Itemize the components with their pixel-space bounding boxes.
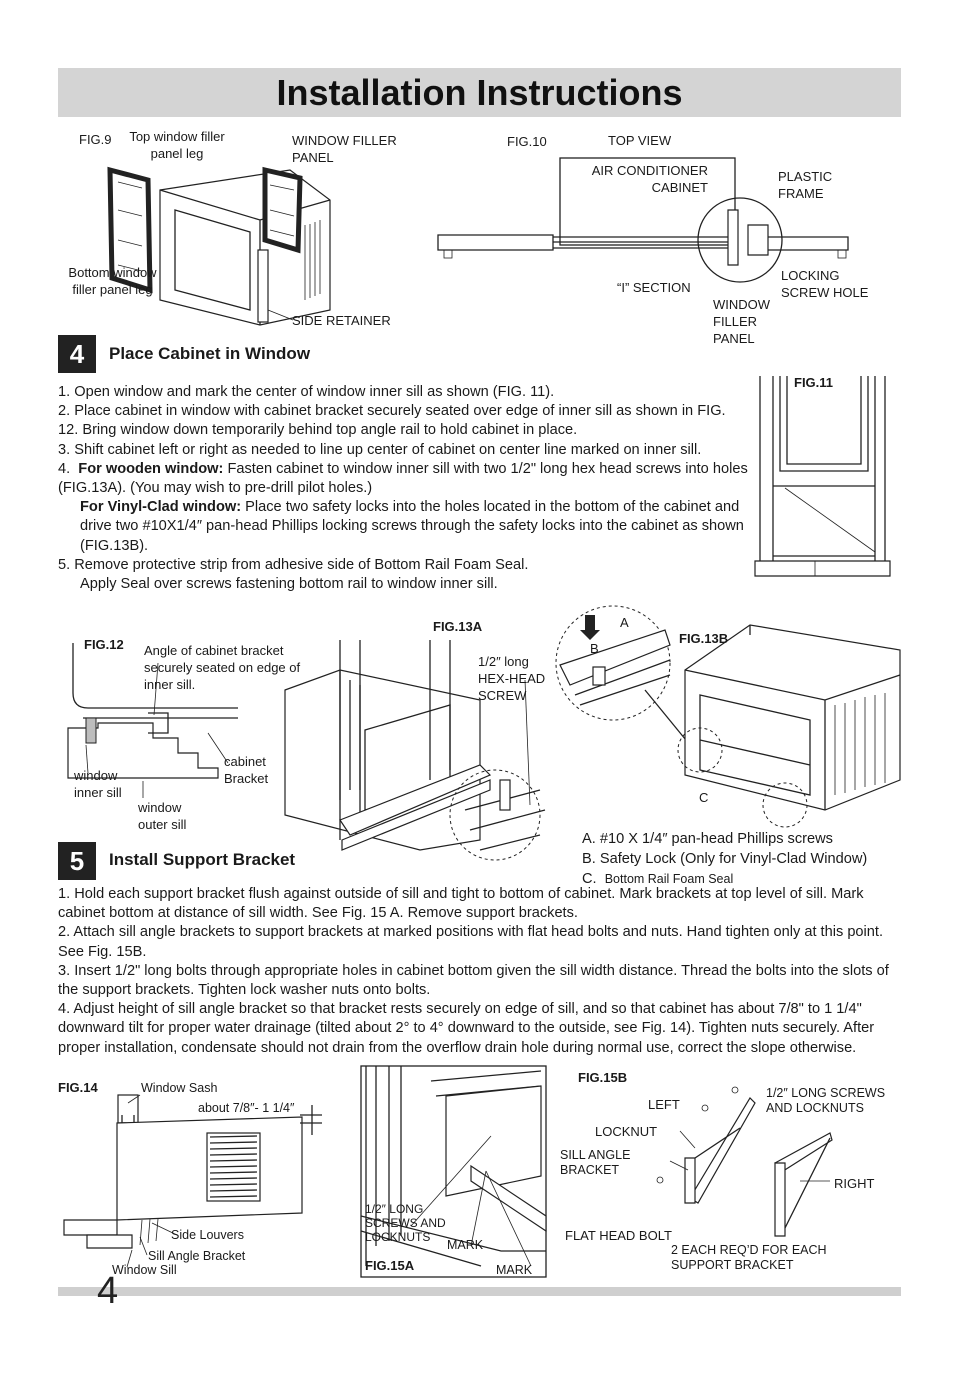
fig15b-each: 2 EACH REQ’D FOR EACH SUPPORT BRACKET: [671, 1243, 827, 1272]
fig13a-label: FIG.13A: [433, 619, 483, 634]
step-4-body: [58, 383, 748, 594]
fig15b-flat-bolt: FLAT HEAD BOLT: [565, 1228, 672, 1243]
fig15a-screws: 1/2″ LONG SCREWS AND LOCKNUTS: [365, 1202, 446, 1244]
fig10-plastic-frame: PLASTIC FRAME: [778, 169, 833, 201]
fig14-louvers: Side Louvers: [171, 1228, 244, 1242]
fig9-illustration: [100, 150, 360, 330]
fig15b-left: LEFT: [648, 1097, 680, 1112]
fig15a-label: FIG.15A: [365, 1258, 415, 1273]
fig14-sash: Window Sash: [141, 1081, 218, 1095]
step-4-item-3: 3. Shift cabinet left or right as needed to line up center of cabinet on center line marked on inner sill.: [58, 441, 702, 458]
fig11-illustration: [755, 376, 890, 586]
step-5-body: [58, 885, 906, 1058]
step-4-item-4-prefix: 4.: [58, 460, 79, 477]
step-5-badge: 5: [58, 842, 96, 880]
wooden-window-text: Fasten cabinet to window inner sill with two 1/2" long hex head screws into holes (FIG.13A). (You may wish to pre-drill pilot holes.): [58, 460, 748, 497]
title-bar: [58, 68, 901, 117]
fig10-top-view: TOP VIEW: [608, 133, 672, 148]
fig13a-screw-label: 1/2″ long HEX-HEAD SCREW: [478, 654, 546, 703]
fig15a-mark-2: MARK: [496, 1263, 533, 1277]
fig12-label: FIG.12: [84, 637, 124, 652]
fig13b-b: B: [590, 641, 599, 656]
fig14-label: FIG.14: [58, 1080, 98, 1095]
legend-c-text: Bottom Rail Foam Seal: [604, 872, 734, 886]
step-5-item-2: 2. Attach sill angle brackets to support brackets at marked positions with flat head bolts and nuts. Hand tighten only at this point. See Fig. 15B.: [58, 924, 884, 960]
step-4-item-5b: Apply Seal over screws fastening bottom rail to window inner sill.: [80, 576, 498, 593]
vinyl-window-label: For Vinyl-Clad window:: [80, 499, 242, 516]
step-4-item-1: 1. Open window and mark the center of window inner sill as shown (FIG. 11).: [58, 384, 555, 400]
page-number: 4: [97, 1270, 119, 1312]
step-4-item-2: 2. Place cabinet in window with cabinet bracket securely seated over edge of inner sill as shown in FIG. 12. Bring window down temporarily behind top angle rail to hold cabinet in place.: [58, 403, 726, 439]
step-5-title: Install Support Bracket: [109, 850, 296, 869]
fig15b-screws: 1/2″ LONG SCREWS AND LOCKNUTS: [766, 1086, 886, 1115]
footer-bar: [58, 1287, 901, 1296]
fig12-inner-sill: window inner sill: [74, 768, 122, 800]
fig13b-illustration: [555, 605, 905, 830]
fig15b-label: FIG.15B: [578, 1070, 628, 1085]
step-4-item-4: [58, 460, 748, 498]
fig10-locking-hole: LOCKING SCREW HOLE: [781, 268, 869, 300]
fig13b-a: A: [620, 615, 629, 630]
fig12-angle-note: Angle of cabinet bracket securely seated on edge of inner sill.: [144, 643, 301, 692]
fig14-sill-bracket: Sill Angle Bracket: [148, 1249, 246, 1263]
legend-a: A. #10 X 1/4″ pan-head Phillips screws: [582, 831, 833, 847]
fig9-label: FIG.9: [79, 132, 112, 147]
legend-b: B. Safety Lock (Only for Vinyl-Clad Window): [582, 851, 868, 867]
fig11-label: FIG.11: [794, 375, 834, 390]
fig13b-legend: [582, 829, 867, 889]
fig14-window-sill: Window Sill: [112, 1263, 177, 1277]
fig10-cabinet: AIR CONDITIONER CABINET: [591, 163, 708, 195]
vinyl-window-text: Place two safety locks into the holes located in the bottom of the cabinet and drive two #10X1/4″ pan-head Phillips locking screws through the safety locks into the cabinet as shown (FIG.13B).: [80, 499, 744, 554]
fig12-cabinet-bracket: cabinet Bracket: [224, 754, 269, 786]
step-5-item-1: 1. Hold each support bracket flush against outside of sill and tight to bottom of cabinet. Mark brackets at top level of sill. Mark cabinet bottom at distance of sill width. See Fig. 15 A. Remove support brackets.: [58, 886, 864, 922]
step-5-item-3: 3. Insert 1/2" long bolts through appropriate holes in cabinet bottom given the sill width distance. Thread the bolts into the slots of the support brackets. Tighten lock washer nuts onto bolts.: [58, 962, 889, 999]
wooden-window-label: For wooden window:: [78, 460, 224, 477]
fig9-filler-panel: WINDOW FILLER PANEL: [292, 133, 397, 165]
fig10-filler-panel: WINDOW FILLER PANEL: [713, 297, 771, 346]
fig10-label: FIG.10: [507, 134, 547, 149]
fig10-i-section: “I” SECTION: [617, 280, 691, 295]
step-4-badge: 4: [58, 335, 96, 373]
step-4-title: Place Cabinet in Window: [109, 344, 311, 363]
fig15a-mark-1: MARK: [447, 1238, 484, 1252]
page-title: Installation Instructions: [276, 72, 683, 113]
fig12-outer-sill: window outer sill: [138, 800, 187, 832]
fig15b-sill-bracket: SILL ANGLE BRACKET: [560, 1148, 631, 1177]
fig14-tilt: about 7/8″- 1 1/4″: [198, 1101, 295, 1115]
fig15b-locknut: LOCKNUT: [595, 1124, 658, 1139]
step-5-item-4: 4. Adjust height of sill angle bracket so that bracket rests securely on edge of sill, and so that cabinet has about 7/8" to 1 1/4" downward tilt for proper water drainage (tilted about 2° to 4° downward to the outside, see Fig. 14). Tighten nuts securely. After proper installation, condensate should not drain from the overflow drain hole during normal use, correct the slope otherwise.: [58, 1001, 875, 1056]
fig9-top-leg: Top window filler panel leg: [129, 129, 225, 161]
fig9-side-retainer: SIDE RETAINER: [292, 313, 391, 328]
fig9-bottom-leg: Bottom window filler panel leg: [68, 265, 157, 297]
step-4-item-4-vinyl: [58, 498, 748, 556]
fig13b-label: FIG.13B: [679, 631, 729, 646]
fig13b-c: C: [699, 790, 709, 805]
fig15b-right: RIGHT: [834, 1176, 875, 1191]
step-4-item-5: 5. Remove protective strip from adhesive side of Bottom Rail Foam Seal.: [58, 556, 529, 573]
legend-c-letter: C.: [582, 871, 597, 887]
